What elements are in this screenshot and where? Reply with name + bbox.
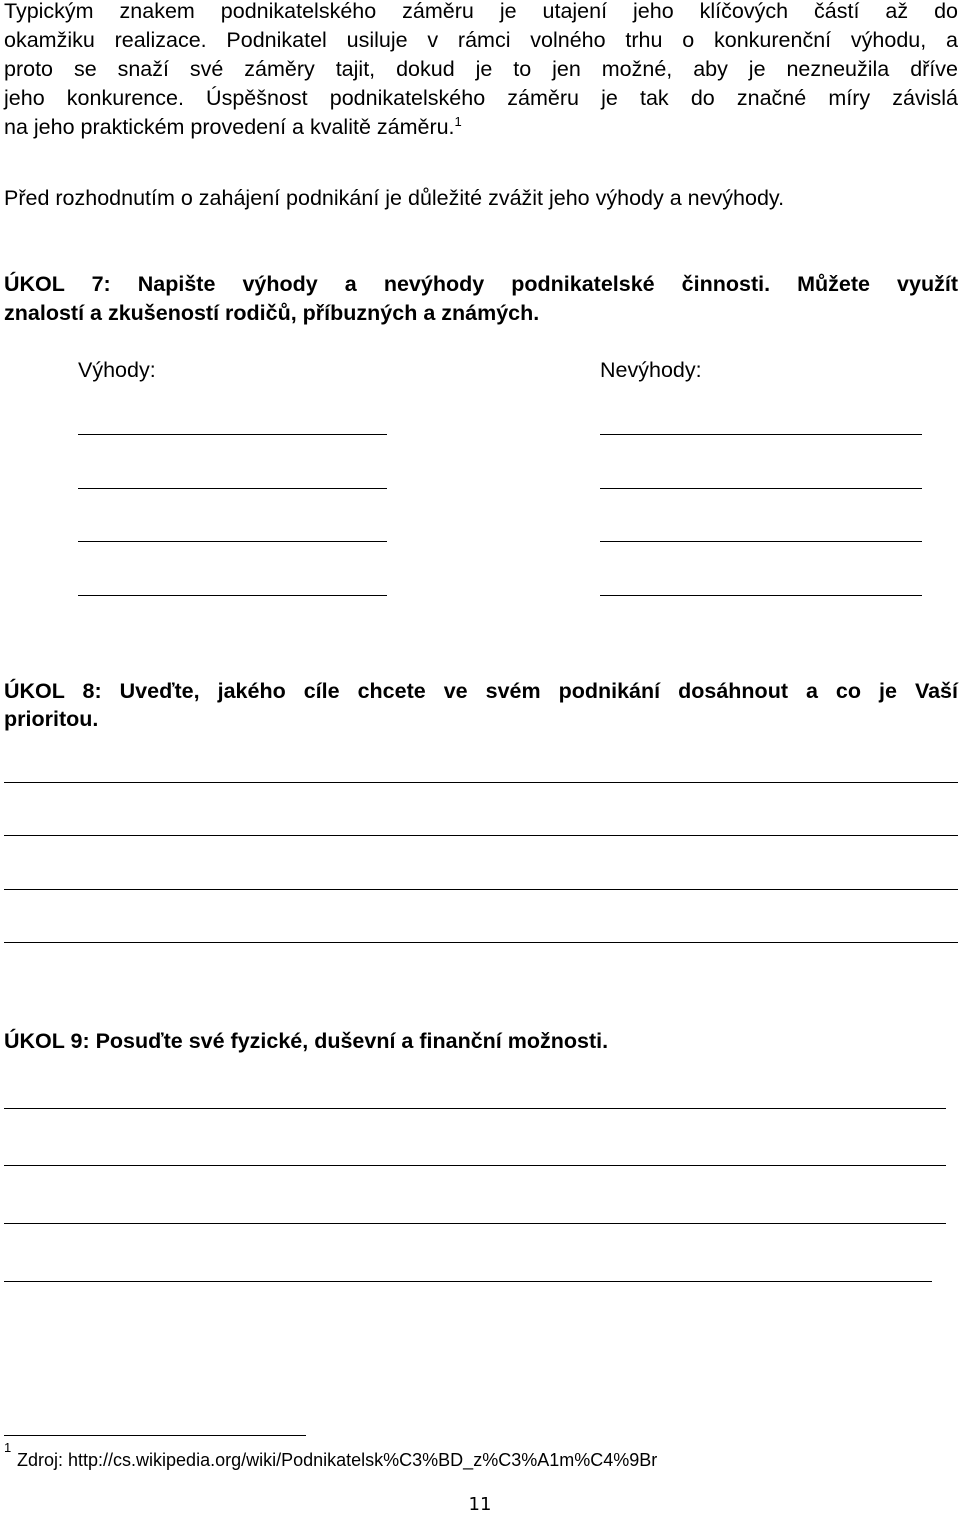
intro-line-3: proto se snaží své záměry tajit, dokud je to jen možné, aby je nezneužila dříve — [4, 57, 958, 81]
advantages-answer-line[interactable] — [78, 541, 387, 542]
footnote-separator — [4, 1435, 306, 1436]
page-number: 11 — [468, 1494, 492, 1515]
disadvantages-answer-line[interactable] — [600, 595, 922, 596]
advantages-answer-line[interactable] — [78, 434, 387, 435]
task-8-answer-line[interactable] — [4, 782, 958, 783]
task-7-heading-line-2: znalostí a zkušeností rodičů, příbuzných a známých. — [4, 301, 540, 325]
footnote-number: 1 — [4, 1440, 12, 1455]
task-8-heading-line-1: ÚKOL 8: Uveďte, jakého cíle chcete ve svém podnikání dosáhnout a co je Vaší — [4, 679, 958, 703]
task-9-answer-line[interactable] — [4, 1223, 946, 1224]
disadvantages-label: Nevýhody: — [600, 358, 702, 382]
task-7-heading-line-1: ÚKOL 7: Napište výhody a nevýhody podnikatelské činnosti. Můžete využít — [4, 272, 958, 296]
intro-line-5 — [4, 114, 462, 141]
footnote-source-link[interactable]: Zdroj: http://cs.wikipedia.org/wiki/Podnikatelsk%C3%BD_z%C3%A1m%C4%9Br — [17, 1450, 658, 1470]
task-8-answer-line[interactable] — [4, 889, 958, 890]
task-8-answer-line[interactable] — [4, 942, 958, 943]
intro-line-1: Typickým znakem podnikatelského záměru je utajení jeho klíčových částí až do — [4, 0, 958, 23]
task-9-answer-line[interactable] — [4, 1281, 932, 1282]
task-9-answer-line[interactable] — [4, 1165, 946, 1166]
task-9-answer-line[interactable] — [4, 1108, 946, 1109]
task-8-heading-line-2: prioritou. — [4, 707, 99, 731]
footnote-ref[interactable]: 1 — [454, 113, 462, 129]
disadvantages-answer-line[interactable] — [600, 434, 922, 435]
task-8-answer-line[interactable] — [4, 835, 958, 836]
disadvantages-answer-line[interactable] — [600, 488, 922, 489]
intro-last-line: na jeho praktickém provedení a kvalitě záměru. — [4, 115, 455, 139]
intro-sentence: Před rozhodnutím o zahájení podnikání je důležité zvážit jeho výhody a nevýhody. — [4, 186, 785, 210]
advantages-answer-line[interactable] — [78, 488, 387, 489]
disadvantages-answer-line[interactable] — [600, 541, 922, 542]
advantages-answer-line[interactable] — [78, 595, 387, 596]
intro-line-4: jeho konkurence. Úspěšnost podnikatelského záměru je tak do značné míry závislá — [4, 86, 958, 110]
task-9-heading: ÚKOL 9: Posuďte své fyzické, duševní a finanční možnosti. — [4, 1029, 609, 1053]
intro-line-2: okamžiku realizace. Podnikatel usiluje v rámci volného trhu o konkurenční výhodu, a — [4, 28, 958, 52]
advantages-label: Výhody: — [78, 358, 156, 382]
